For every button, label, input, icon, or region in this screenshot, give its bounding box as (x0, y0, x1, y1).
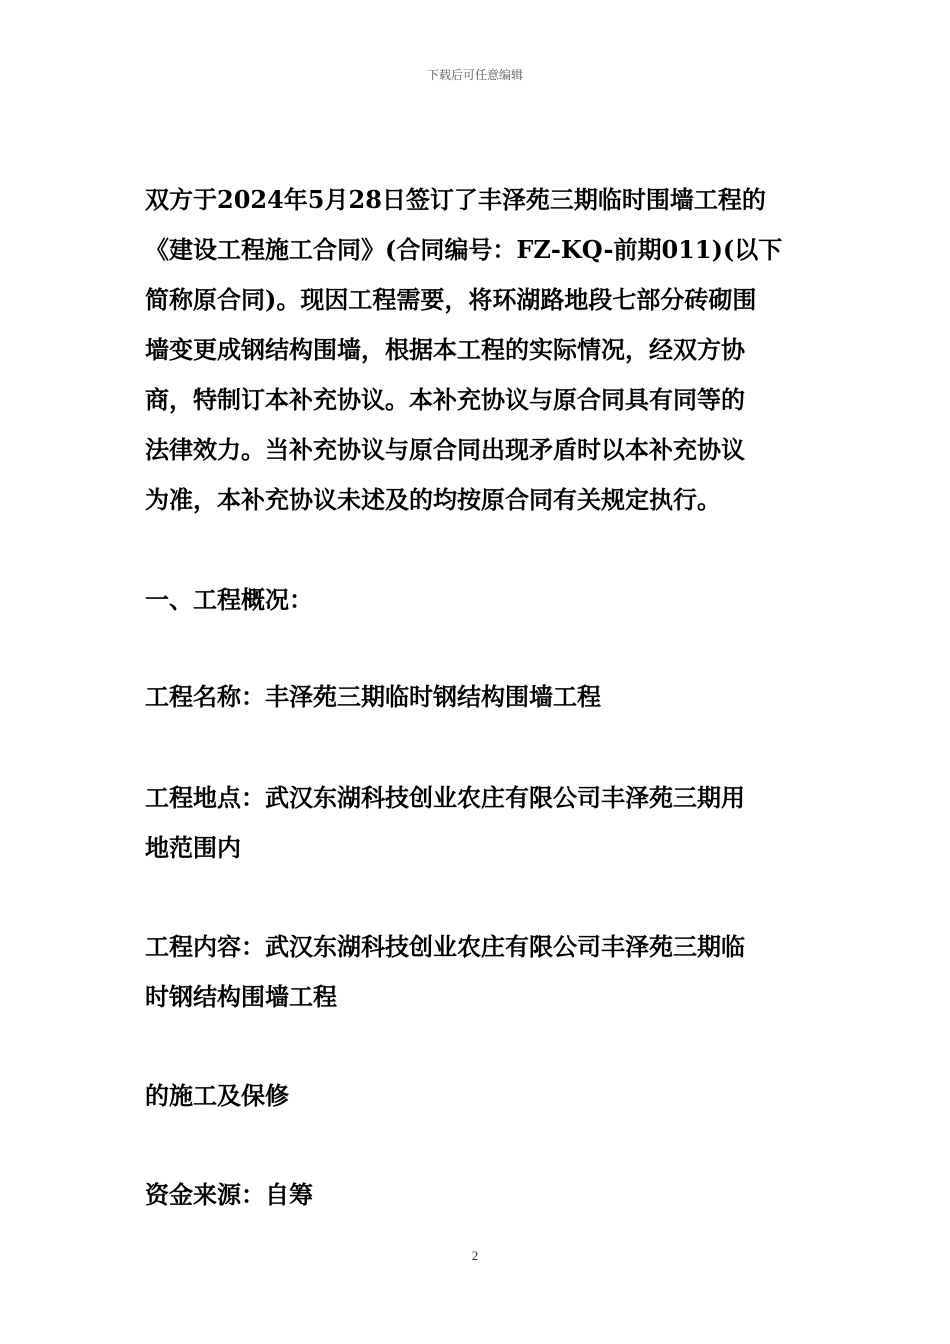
intro-line: 为准，本补充协议未述及的均按原合同有关规定执行。 (145, 485, 721, 514)
intro-line: 《建设工程施工合同》(合同编号：FZ-KQ-前期011)(以下 (145, 235, 783, 264)
intro-line: 简称原合同)。现因工程需要，将环湖路地段七部分砖砌围 (145, 285, 757, 314)
section-heading: 一、工程概况： (145, 585, 313, 614)
project-content-line: 时钢结构围墙工程 (145, 982, 337, 1011)
page-number: 2 (471, 1248, 479, 1263)
project-content (145, 922, 810, 1022)
project-location-line: 工程地点：武汉东湖科技创业农庄有限公司丰泽苑三期用 (145, 783, 745, 812)
construction-note: 的施工及保修 (145, 1081, 289, 1110)
intro-line: 商，特制订本补充协议。本补充协议与原合同具有同等的 (145, 385, 745, 414)
intro-paragraph (145, 175, 810, 525)
intro-line: 墙变更成钢结构围墙，根据本工程的实际情况，经双方协 (145, 335, 745, 364)
project-location (145, 773, 810, 873)
project-content-line: 工程内容：武汉东湖科技创业农庄有限公司丰泽苑三期临 (145, 932, 745, 961)
project-location-line: 地范围内 (145, 833, 241, 862)
project-name: 工程名称：丰泽苑三期临时钢结构围墙工程 (145, 682, 601, 711)
funding-source: 资金来源：自筹 (145, 1180, 313, 1209)
intro-line: 双方于2024年5月28日签订了丰泽苑三期临时围墙工程的 (145, 185, 766, 214)
intro-line: 法律效力。当补充协议与原合同出现矛盾时以本补充协议 (145, 435, 745, 464)
page-header-note: 下载后可任意编辑 (426, 68, 523, 82)
